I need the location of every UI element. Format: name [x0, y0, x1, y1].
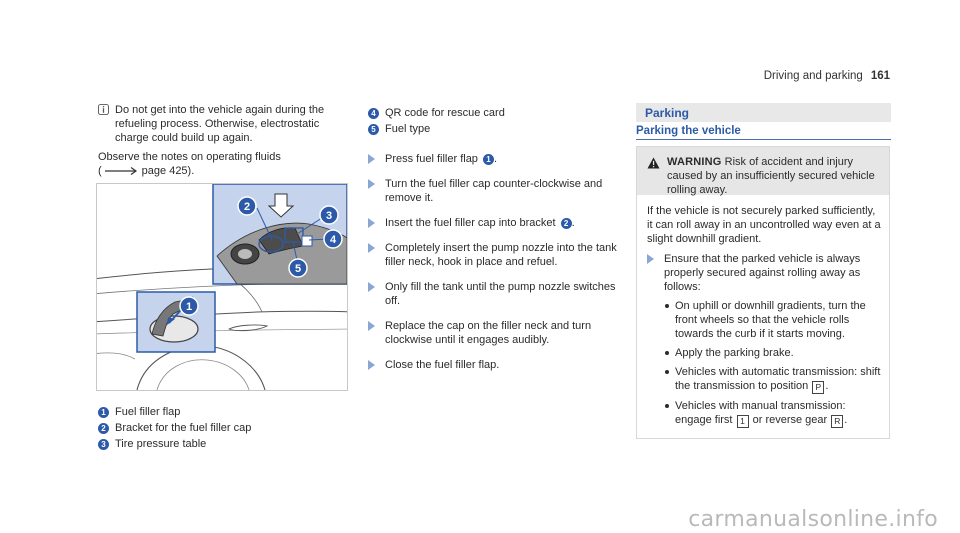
legend-text: QR code for rescue card — [385, 107, 505, 119]
ref-num: 2 — [561, 218, 572, 229]
step-item: Insert the fuel filler cap into bracket 2 . — [368, 216, 623, 230]
step-item: Turn the fuel filler cap counter-clockwise and remove it. — [368, 177, 623, 205]
watermark: carmanualsonline.info — [688, 507, 938, 532]
legend-item — [98, 421, 348, 437]
gear-p-key: P — [812, 381, 824, 394]
page-reference-link[interactable]: page 425). — [141, 165, 195, 177]
info-note — [98, 103, 348, 145]
note-text: Do not get into the vehicle again during the refueling process. Otherwise, electrostatic charge could build up again. — [115, 104, 325, 144]
info-icon — [98, 104, 109, 115]
callout-5-label: 5 — [294, 263, 302, 275]
callout-3 — [320, 206, 338, 224]
refuel-steps — [368, 106, 623, 383]
step-item: Only fill the tank until the pump nozzle switches off. — [368, 280, 623, 308]
callout-5 — [289, 259, 307, 277]
ref-num: 1 — [483, 154, 494, 165]
callout-2-label: 2 — [243, 201, 251, 213]
step-item: Replace the cap on the filler neck and turn clockwise until it engages audibly. — [368, 319, 623, 347]
section-bar-parking — [636, 103, 891, 122]
step-arrow-icon — [368, 282, 375, 292]
callout-1-label: 1 — [185, 301, 193, 313]
subsection-title: Parking the vehicle — [636, 125, 741, 137]
legend-text: Bracket for the fuel filler cap — [115, 422, 252, 434]
step-arrow-icon — [368, 179, 375, 189]
legend-num: 4 — [368, 108, 379, 119]
warning-box — [636, 146, 890, 439]
legend-item — [98, 405, 348, 421]
step-arrow-icon — [368, 243, 375, 253]
legend-text: Fuel type — [385, 123, 431, 135]
step-item: Close the fuel filler flap. — [368, 358, 623, 372]
subsection-heading — [636, 124, 891, 140]
step-arrow-icon — [368, 321, 375, 331]
legend-text: Fuel filler flap — [115, 406, 181, 418]
section-title: Driving and parking — [763, 70, 863, 82]
warning-text: WARNING Risk of accident and injury caused by an insufficiently secured vehicle rolling away. — [667, 156, 875, 196]
bullet-list — [664, 299, 883, 428]
callout-3-label: 3 — [325, 210, 333, 222]
page-number: 161 — [870, 70, 890, 82]
legend-item — [98, 437, 348, 453]
observe-line: Observe the notes on operating fluids — [98, 151, 281, 163]
step-arrow-icon — [647, 254, 654, 264]
fuel-flap-illustration — [96, 183, 348, 391]
list-item: On uphill or downhill gradients, turn the front wheels so that the vehicle rolls towards the curb if it starts moving. — [664, 299, 883, 341]
step-arrow-icon — [368, 218, 375, 228]
warning-header — [637, 147, 889, 195]
gear-r-key: R — [831, 415, 843, 428]
legend-num: 3 — [98, 439, 109, 450]
observe-open: ( — [98, 165, 102, 177]
callout-4 — [324, 230, 342, 248]
figure-legend — [98, 405, 348, 453]
step-item: Completely insert the pump nozzle into the tank filler neck, hook in place and refuel. — [368, 241, 623, 269]
list-item: Apply the parking brake. — [664, 346, 883, 360]
warning-body: If the vehicle is not securely parked sufficiently, it can roll away in an uncontrolled way even at a slight downhill gradient. — [647, 205, 881, 245]
list-item: Vehicles with manual transmission: engage first 1 or reverse gear R . — [664, 399, 883, 428]
section-title-parking: Parking — [645, 106, 690, 120]
observe-note — [98, 150, 348, 178]
legend-item — [368, 122, 623, 138]
legend-num: 2 — [98, 423, 109, 434]
page-header — [764, 69, 890, 83]
callout-1 — [180, 297, 198, 315]
car-side-drawing — [97, 184, 347, 390]
legend-num: 5 — [368, 124, 379, 135]
warning-label: WARNING — [667, 156, 722, 168]
step-arrow-icon — [368, 154, 375, 164]
step-item: Press fuel filler flap 1 . — [368, 152, 623, 166]
list-item: Vehicles with automatic transmission: shift the transmission to position P . — [664, 365, 883, 394]
legend-num: 1 — [98, 407, 109, 418]
callout-4-label: 4 — [329, 234, 337, 246]
gear-1-key: 1 — [737, 415, 749, 428]
callout-2 — [238, 197, 256, 215]
arrow-right-icon — [105, 166, 139, 176]
warning-triangle-icon — [647, 157, 660, 169]
legend-text: Tire pressure table — [115, 438, 207, 450]
step-arrow-icon — [368, 360, 375, 370]
legend-item — [368, 106, 623, 122]
warning-instruction: Ensure that the parked vehicle is always properly secured against rolling away as follows: On uphill or downhill gradients, turn the front wheels so that the vehicle rolls towards the curb if it starts moving. Apply the parking brake. Vehicles with automatic transmission: shift the transmission to position P . Vehicles with manual transmission: engage first 1 or reverse gear R . — [647, 252, 883, 428]
